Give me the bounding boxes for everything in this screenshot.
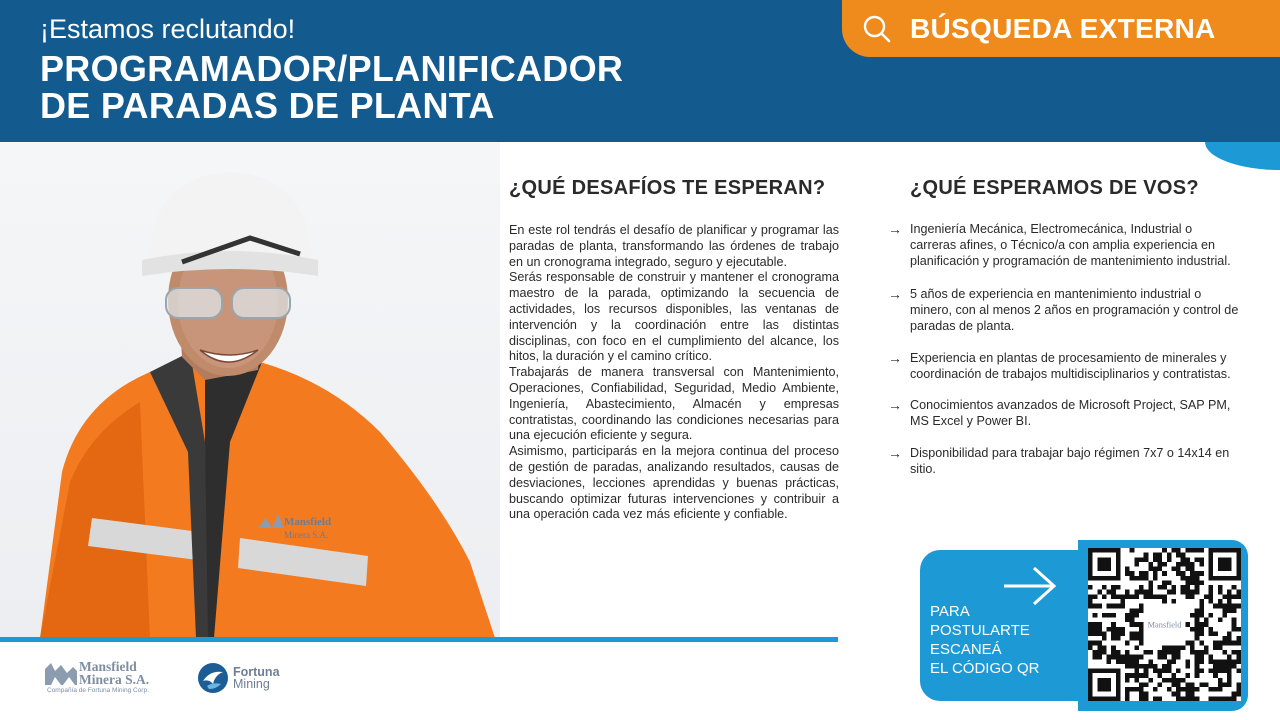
fortuna-line1: Fortuna (233, 665, 280, 679)
job-title (40, 50, 623, 124)
challenges-body (509, 223, 839, 523)
fortuna-name (233, 666, 280, 690)
jacket-logo-line1: Mansfield (284, 516, 332, 528)
fortuna-mark-icon (197, 662, 229, 694)
apply-cta-text (930, 602, 1070, 678)
requirement-item (888, 351, 1240, 383)
qr-code[interactable] (1088, 548, 1241, 701)
requirements-heading: ¿QUÉ ESPERAMOS DE VOS? (910, 177, 1199, 199)
mansfield-name (79, 660, 149, 686)
requirements-list (888, 222, 1240, 478)
corner-decoration (1205, 142, 1280, 170)
jacket-logo-line2: Minera S.A. (284, 530, 329, 540)
mansfield-line1: Mansfield (79, 659, 137, 674)
requirement-item (888, 446, 1240, 478)
job-title-line1: PROGRAMADOR/PLANIFICADOR (40, 48, 624, 89)
worker-photo (0, 142, 500, 638)
worker-illustration (0, 142, 500, 638)
fortuna-line2: Mining (233, 677, 270, 691)
requirement-text: Experiencia en plantas de procesamiento de minerales y coordinación de trabajos multidisciplinarios y contratistas. (910, 350, 1231, 381)
challenges-heading: ¿QUÉ DESAFÍOS TE ESPERAN? (509, 177, 826, 199)
recruiting-kicker: ¡Estamos reclutando! (40, 14, 296, 44)
arrow-right-icon: → (888, 397, 902, 414)
mansfield-subtitle: Compañía de Fortuna Mining Corp. (47, 687, 149, 694)
search-icon (862, 14, 892, 44)
arrow-right-icon: → (888, 286, 902, 303)
requirement-text: Ingeniería Mecánica, Electromecánica, Industrial o carreras afines, o Técnico/a con amplia experiencia en planificación y programación de mantenimiento industrial. (910, 222, 1231, 268)
mansfield-line2: Minera S.A. (79, 672, 150, 687)
arrow-right-icon: → (888, 444, 902, 461)
cta-line: POSTULARTE (930, 622, 1030, 639)
arrow-right-icon: → (888, 221, 902, 237)
bottom-divider (0, 637, 838, 642)
requirement-text: Conocimientos avanzados de Microsoft Project, SAP PM, MS Excel y Power BI. (910, 398, 1231, 429)
cta-line: PARA (930, 603, 970, 620)
mansfield-mark-icon (45, 663, 77, 685)
cta-line: EL CÓDIGO QR (930, 660, 1040, 677)
badge-label: BÚSQUEDA EXTERNA (910, 13, 1216, 44)
requirement-item (888, 398, 1240, 430)
requirement-item (888, 287, 1240, 334)
cta-line: ESCANEÁ (930, 641, 1002, 658)
requirement-item (888, 222, 1240, 269)
apply-cta-box (920, 550, 1088, 701)
challenges-paragraph: Serás responsable de construir y mantener el cronograma maestro de la parada, optimizando la secuencia de actividades, los recursos disponibles, las ventanas de intervención y la coordinación entre las distintas disciplinas, con foco en el cumplimiento del alcance, los hitos, la duración y el camino crítico. (509, 270, 839, 364)
qr-center-logo: Mansfield (1147, 620, 1182, 630)
challenges-paragraph: Asimismo, participarás en la mejora continua del proceso de gestión de paradas, analizando resultados, causas de desviaciones, lecciones aprendidas y buenas prácticas, buscando optimizar futuras intervenciones y contribuir a una operación cada vez más eficiente y confiable. (509, 444, 839, 522)
external-search-badge (842, 0, 1280, 57)
requirement-text: 5 años de experiencia en mantenimiento industrial o minero, con al menos 2 años en programación y control de paradas de planta. (910, 287, 1239, 333)
job-title-line2: DE PARADAS DE PLANTA (40, 85, 495, 126)
challenges-paragraph: En este rol tendrás el desafío de planificar y programar las paradas de planta, transformando las órdenes de trabajo en un cronograma integrado, seguro y ejecutable. (509, 223, 839, 269)
challenges-paragraph: Trabajarás de manera transversal con Mantenimiento, Operaciones, Confiabilidad, Seguridad, Medio Ambiente, Ingeniería, Abastecimiento, Almacén y empresas contratistas, coordinando las condiciones necesarias para una ejecución eficiente y segura. (509, 365, 839, 443)
arrow-right-icon: → (888, 349, 902, 366)
requirement-text: Disponibilidad para trabajar bajo régimen 7x7 o 14x14 en sitio. (910, 445, 1230, 476)
